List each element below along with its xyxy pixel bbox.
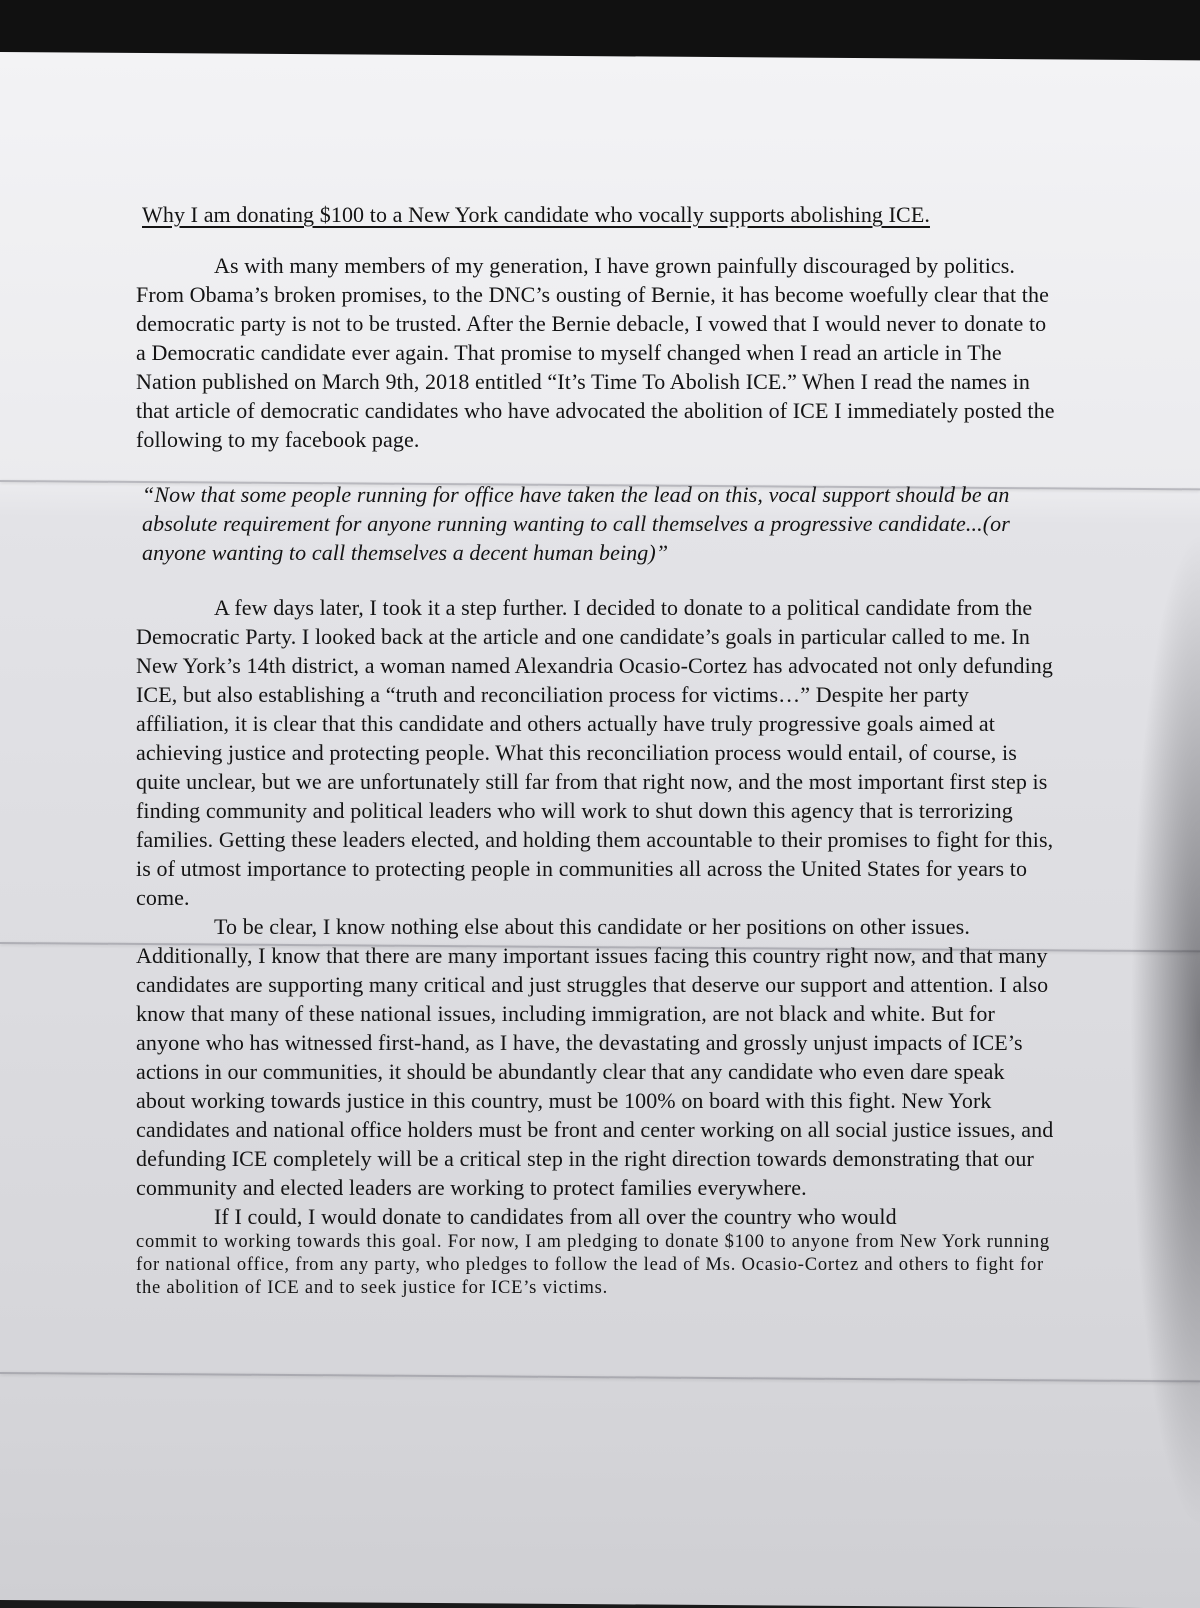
paragraph-donation: A few days later, I took it a step further. I decided to donate to a political candidate from the Democratic Party. I looked back at the article and one candidate’s goals in particular called to me. In New York’s 14th district, a woman named Alexandria Ocasio-Cortez has advocated not only defunding ICE, but also establishing a “truth and reconciliation process for victims…” Despite her party affiliation, it is clear that this candidate and others actually have truly progressive goals aimed at achieving justice and protecting people. What this reconciliation process would entail, of course, is quite unclear, but we are unfortunately still far from that right now, and the most important first step is finding community and political leaders who will work to shut down this agency that is terrorizing families. Getting these leaders elected, and holding them accountable to their promises to fight for this, is of utmost importance to protecting people in communities all across the United States for years to come. [136,595,1054,910]
paragraph-intro: As with many members of my generation, I have grown painfully discouraged by politics. From Obama’s broken promises, to the DNC’s ousting of Bernie, it has become woefully clear that the democratic party is not to be trusted. After the Bernie debacle, I vowed that I would never to donate to a Democratic candidate ever again. That promise to myself changed when I read an article in The Nation published on March 9th, 2018 entitled “It’s Time To Abolish ICE.” When I read the names in that article of democratic candidates who have advocated the abolition of ICE I immediately posted the following to my facebook page. [136,253,1055,452]
paper-fold-line [0,1372,1200,1382]
facebook-quote: “Now that some people running for office have taken the lead on this, vocal support should be an absolute requirement for anyone running wanting to call themselves a progressive candidate...(or anyone wanting to call themselves a decent human being)” [142,482,1010,565]
paragraph-clarification: To be clear, I know nothing else about this candidate or her positions on other issues. Additionally, I know that there are many important issues facing this country right now, and that many candidates are supporting many critical and just struggles that deserve our support and attention. I also know that many of these national issues, including immigration, are not black and white. But for anyone who has witnessed first-hand, as I have, the devastating and grossly unjust impacts of ICE’s actions in our communities, it should be abundantly clear that any candidate who even dare speak about working towards justice in this country, must be 100% on board with this fight. New York candidates and national office holders must be front and center working on all social justice issues, and defunding ICE completely will be a critical step in the right direction towards demonstrating that our community and elected leaders are working to protect families everywhere. [136,914,1054,1200]
letter-body [136,200,1056,1300]
hand-shadow [1130,530,1200,1530]
paragraph-pledge-start: If I could, I would donate to candidates from all over the country who would [214,1204,897,1229]
paragraph-pledge-end: commit to working towards this goal. For now, I am pledging to donate $100 to anyone from New York running for national office, from any party, who pledges to follow the lead of Ms. Ocasio-Cortez and others to fight for the abolition of ICE and to seek justice for ICE’s victims. [136,1232,1050,1298]
letter-title: Why I am donating $100 to a New York candidate who vocally supports abolishing ICE. [142,202,930,227]
